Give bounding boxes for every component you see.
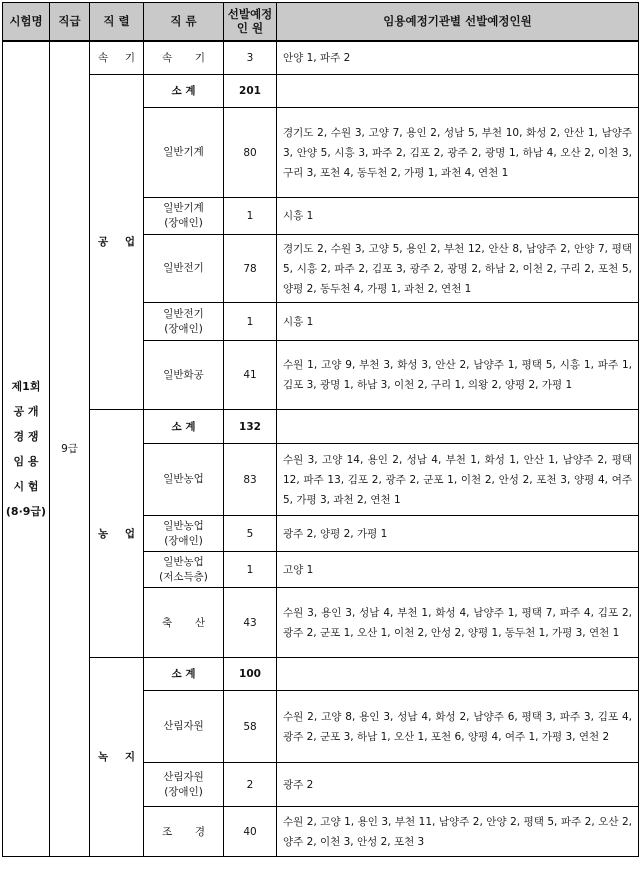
allocation-cell	[277, 75, 639, 108]
allocation-cell: 경기도 2, 수원 3, 고양 7, 용인 2, 성남 5, 부천 10, 화성 2, 안산 1, 남양주 3, 안양 5, 시흥 3, 파주 2, 김포 2, 광주 2, 광명 1, 하남 4, 오산 2, 이천 3, 구리 3, 포천 4, 동두천 2, 가평 1, 과천 4, 연천 1	[277, 108, 639, 198]
subtotal-count: 100	[224, 658, 277, 691]
recruitment-table	[2, 2, 639, 857]
subtotal-row	[3, 410, 639, 444]
allocation-cell: 안양 1, 파주 2	[277, 41, 639, 75]
exam-line: (8·9급)	[5, 504, 47, 518]
job-type-cell	[144, 198, 224, 235]
count-cell: 78	[224, 235, 277, 303]
header-count-line2: 인 원	[236, 21, 264, 36]
job-type-line: 일반전기	[163, 307, 204, 320]
count-cell: 43	[224, 588, 277, 658]
count-cell: 1	[224, 303, 277, 341]
subtotal-count: 132	[224, 410, 277, 444]
job-type-line: (장애인)	[164, 534, 203, 547]
header-count	[224, 3, 277, 41]
count-cell: 40	[224, 807, 277, 857]
exam-line: 임 용	[13, 454, 39, 468]
allocation-cell: 수원 3, 고양 14, 용인 2, 성남 4, 부천 1, 화성 1, 안산 1, 남양주 2, 평택 12, 파주 13, 김포 2, 광주 2, 군포 1, 이천 2, 안성 2, 포천 3, 양평 4, 여주 5, 가평 3, 과천 2, 연천 1	[277, 444, 639, 516]
exam-line: 공 개	[13, 404, 39, 418]
job-type-line: 산림자원	[163, 770, 204, 783]
job-type-line: 일반화공	[163, 368, 204, 381]
allocation-cell: 수원 3, 용인 3, 성남 4, 부천 1, 화성 4, 남양주 1, 평택 7, 파주 4, 김포 2, 광주 2, 군포 1, 오산 1, 이천 2, 안성 2, 양평 1, 동두천 1, 가평 3, 연천 1	[277, 588, 639, 658]
count-cell: 2	[224, 763, 277, 807]
job-type-cell	[144, 516, 224, 552]
header-exam-name: 시험명	[3, 3, 50, 41]
allocation-cell	[277, 658, 639, 691]
job-type-line: (저소득층)	[159, 570, 208, 583]
job-type-cell	[144, 444, 224, 516]
count-cell: 41	[224, 341, 277, 410]
subtotal-label: 소 계	[144, 410, 224, 444]
allocation-cell: 경기도 2, 수원 3, 고양 5, 용인 2, 부천 12, 안산 8, 남양주 2, 안양 7, 평택 5, 시흥 2, 파주 2, 김포 3, 광주 2, 광명 2, 하남 2, 이천 2, 구리 2, 포천 5, 양평 2, 동두천 4, 가평 1, 과천 2, 연천 1	[277, 235, 639, 303]
count-cell: 1	[224, 198, 277, 235]
job-type-line: (장애인)	[164, 785, 203, 798]
job-type-cell	[144, 763, 224, 807]
subtotal-count: 201	[224, 75, 277, 108]
allocation-cell: 수원 2, 고양 1, 용인 3, 부천 11, 남양주 2, 안양 2, 평택 5, 파주 2, 오산 2, 양주 2, 이천 3, 안성 2, 포천 3	[277, 807, 639, 857]
exam-name-cell	[3, 41, 50, 857]
job-type-line: 일반농업	[163, 555, 204, 568]
count-cell: 3	[224, 41, 277, 75]
job-type-line: 일반농업	[163, 473, 204, 485]
job-type-line: 일반전기	[163, 262, 204, 274]
allocation-cell: 광주 2	[277, 763, 639, 807]
job-type-cell	[144, 303, 224, 341]
job-type-cell	[144, 691, 224, 763]
allocation-cell: 고양 1	[277, 552, 639, 588]
subtotal-label: 소 계	[144, 658, 224, 691]
job-type-cell	[144, 341, 224, 410]
job-type-cell: 속 기	[144, 41, 224, 75]
table-row	[3, 41, 639, 75]
job-type-cell: 축 산	[144, 588, 224, 658]
allocation-cell: 수원 2, 고양 8, 용인 3, 성남 4, 화성 2, 남양주 6, 평택 3, 파주 3, 김포 4, 광주 2, 군포 3, 하남 1, 오산 1, 포천 6, 양평 4, 여주 1, 가평 3, 연천 2	[277, 691, 639, 763]
grade-cell: 9급	[50, 41, 90, 857]
job-type-cell: 조 경	[144, 807, 224, 857]
job-type-cell	[144, 235, 224, 303]
allocation-cell: 광주 2, 양평 2, 가평 1	[277, 516, 639, 552]
exam-line: 시 험	[13, 479, 39, 493]
count-cell: 80	[224, 108, 277, 198]
allocation-cell: 시흥 1	[277, 303, 639, 341]
series-cell: 녹 지	[90, 658, 144, 857]
job-type-line: 일반농업	[163, 519, 204, 532]
header-job-type: 직 류	[144, 3, 224, 41]
job-type-cell	[144, 552, 224, 588]
subtotal-row	[3, 75, 639, 108]
job-type-line: 일반기계	[163, 202, 204, 214]
job-type-line: (장애인)	[164, 322, 203, 335]
series-cell: 공 업	[90, 75, 144, 410]
subtotal-label: 소 계	[144, 75, 224, 108]
header-count-line1: 선발예정	[227, 7, 273, 22]
job-type-line: (장애인)	[164, 217, 203, 229]
count-cell: 58	[224, 691, 277, 763]
header-row	[3, 3, 639, 41]
exam-line: 경 쟁	[13, 429, 39, 443]
subtotal-row	[3, 658, 639, 691]
series-cell: 속 기	[90, 41, 144, 75]
count-cell: 5	[224, 516, 277, 552]
header-allocation: 임용예정기관별 선발예정인원	[277, 3, 639, 41]
job-type-line: 산림자원	[163, 720, 204, 732]
allocation-cell: 수원 1, 고양 9, 부천 3, 화성 3, 안산 2, 남양주 1, 평택 5, 시흥 1, 파주 1, 김포 3, 광명 1, 하남 3, 이천 2, 구리 1, 의왕 2, 양평 2, 가평 1	[277, 341, 639, 410]
job-type-cell	[144, 108, 224, 198]
header-grade: 직급	[50, 3, 90, 41]
series-cell: 농 업	[90, 410, 144, 658]
allocation-cell	[277, 410, 639, 444]
job-type-line: 일반기계	[163, 146, 204, 158]
allocation-cell: 시흥 1	[277, 198, 639, 235]
exam-line: 제1회	[11, 379, 41, 393]
count-cell: 1	[224, 552, 277, 588]
header-series: 직 렬	[90, 3, 144, 41]
count-cell: 83	[224, 444, 277, 516]
